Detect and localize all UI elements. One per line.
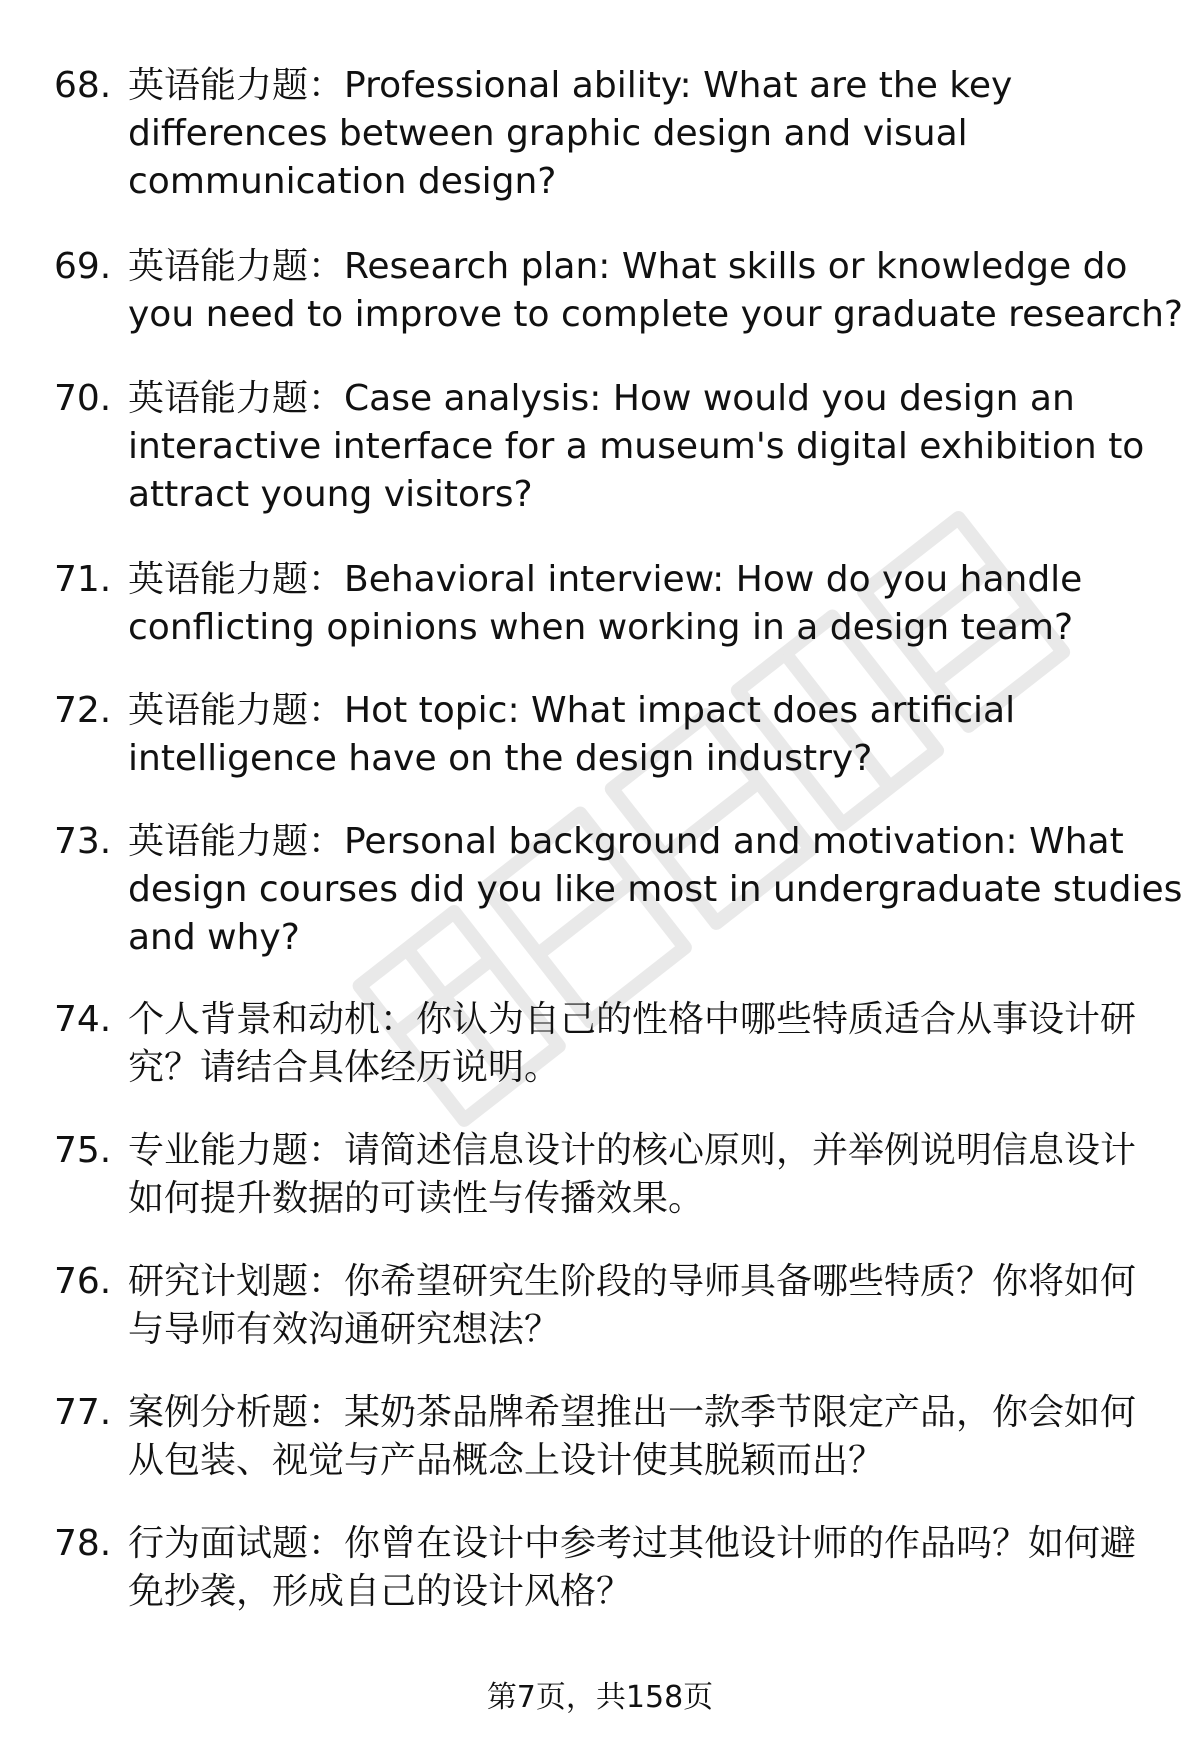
question-number: 71. — [54, 559, 112, 600]
question-text — [128, 1127, 1178, 1223]
question-line: 英语能力题：Personal background and motivation: What — [128, 821, 1124, 862]
question-text — [128, 1258, 1178, 1354]
question-text — [128, 818, 1183, 962]
question-line: 英语能力题：Case analysis: How would you design an — [128, 378, 1075, 419]
question-line: 与导师有效沟通研究想法？ — [128, 1309, 561, 1350]
question-line: attract young visitors? — [128, 474, 533, 515]
question-text — [128, 243, 1184, 339]
question-line: interactive interface for a museum's digital exhibition to — [128, 426, 1145, 467]
question-number: 78. — [54, 1523, 112, 1564]
question-line: 免抄袭，形成自己的设计风格？ — [128, 1571, 633, 1612]
question-line: 如何提升数据的可读性与传播效果。 — [128, 1178, 705, 1219]
question-line: 英语能力题：Behavioral interview: How do you handle — [128, 559, 1083, 600]
question-number: 75. — [54, 1130, 112, 1171]
question-line: 案例分析题：某奶茶品牌希望推出一款季节限定产品，你会如何 — [128, 1392, 1137, 1433]
question-text — [128, 556, 1178, 652]
question-number: 77. — [54, 1392, 112, 1433]
question-line: 英语能力题：Research plan: What skills or knowledge do — [128, 246, 1128, 287]
question-line: 从包装、视觉与产品概念上设计使其脱颖而出？ — [128, 1440, 885, 1481]
question-text — [128, 687, 1178, 783]
question-text — [128, 62, 1178, 206]
question-line: 英语能力题：Hot topic: What impact does artificial — [128, 690, 1016, 731]
question-line: 个人背景和动机：你认为自己的性格中哪些特质适合从事设计研 — [128, 999, 1137, 1040]
question-number: 68. — [54, 65, 112, 106]
question-line: intelligence have on the design industry? — [128, 738, 873, 779]
question-line: conflicting opinions when working in a design team? — [128, 607, 1074, 648]
question-number: 72. — [54, 690, 112, 731]
question-line: you need to improve to complete your graduate research? — [128, 294, 1184, 335]
question-line: 究？请结合具体经历说明。 — [128, 1047, 561, 1088]
question-text — [128, 375, 1178, 519]
question-line: communication design? — [128, 161, 557, 202]
question-line: 专业能力题：请简述信息设计的核心原则，并举例说明信息设计 — [128, 1130, 1137, 1171]
question-text — [128, 1389, 1178, 1485]
question-line: 行为面试题：你曾在设计中参考过其他设计师的作品吗？如何避 — [128, 1523, 1137, 1564]
question-number: 69. — [54, 246, 112, 287]
question-number: 70. — [54, 378, 112, 419]
question-number: 73. — [54, 821, 112, 862]
question-text — [128, 1520, 1178, 1616]
question-line: and why? — [128, 917, 300, 958]
question-number: 74. — [54, 999, 112, 1040]
question-line: differences between graphic design and visual — [128, 113, 968, 154]
page-footer: 第7页，共158页 — [486, 1680, 714, 1715]
question-line: 研究计划题：你希望研究生阶段的导师具备哪些特质？你将如何 — [128, 1261, 1137, 1302]
question-text — [128, 996, 1178, 1092]
question-line: design courses did you like most in undergraduate studies — [128, 869, 1183, 910]
question-line: 英语能力题：Professional ability: What are the key — [128, 65, 1013, 106]
question-number: 76. — [54, 1261, 112, 1302]
